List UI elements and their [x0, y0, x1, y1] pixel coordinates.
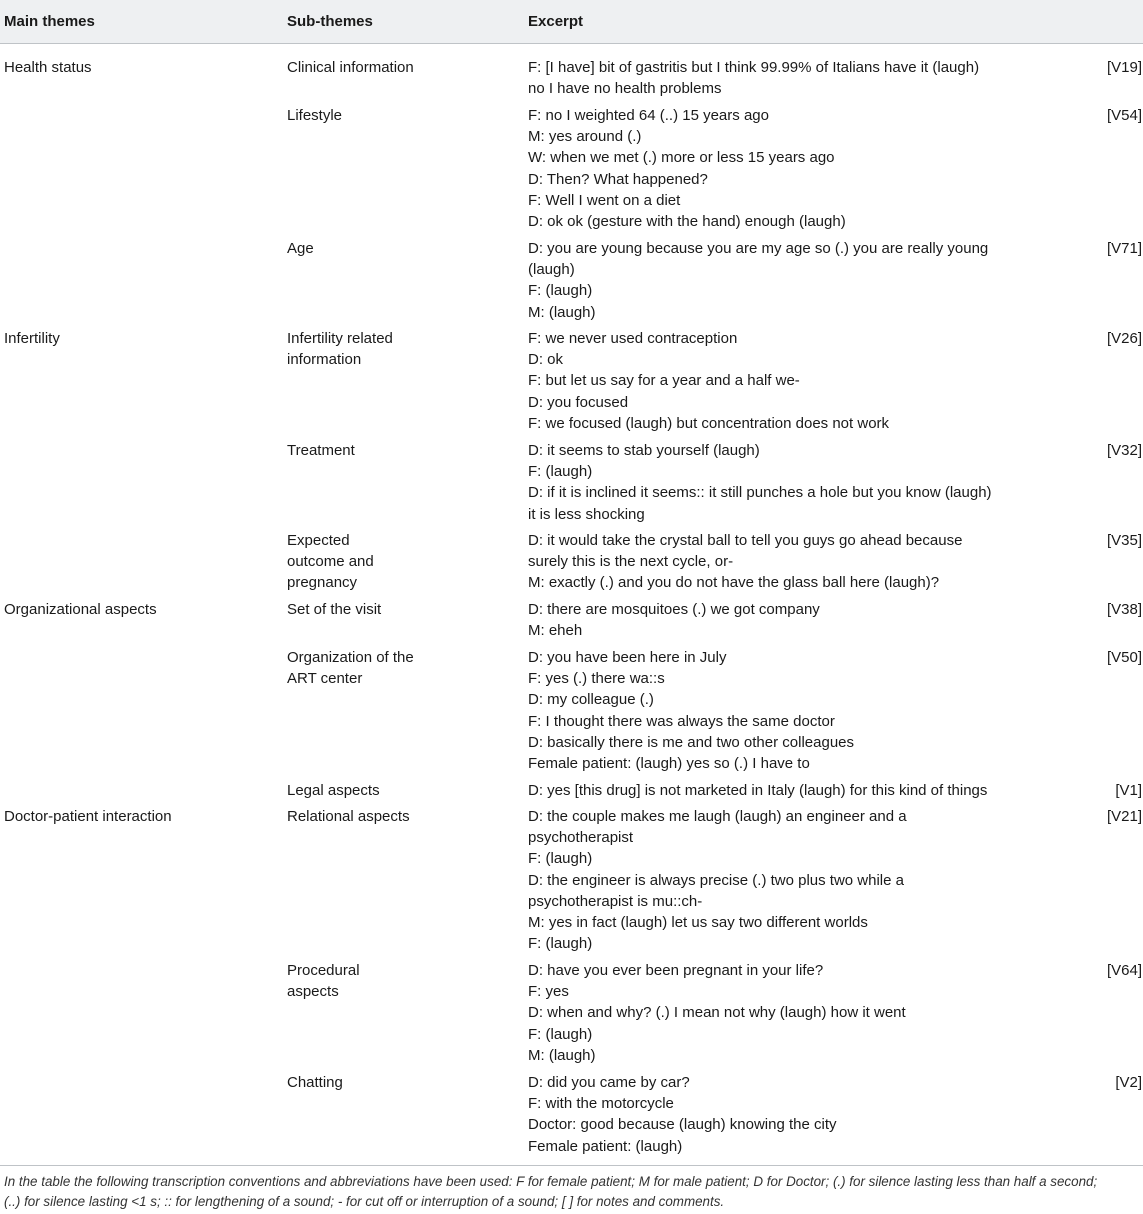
excerpt-cell-line: D: you are young because you are my age so (.) you are really young: [528, 240, 989, 257]
sub-theme-cell-line: Expected: [287, 532, 350, 549]
sub-theme-cell: [287, 440, 512, 461]
excerpt-cell-line: D: yes [this drug] is not marketed in Italy (laugh) for this kind of things: [528, 782, 988, 799]
excerpt-cell: [528, 328, 1008, 434]
table-bottom-rule: [0, 1165, 1143, 1166]
sub-theme-cell-line: Treatment: [287, 442, 355, 459]
sub-theme-cell: [287, 1072, 512, 1093]
excerpt-cell-line: D: basically there is me and two other colleagues: [528, 733, 855, 751]
video-ref-cell: [V38]: [1106, 601, 1142, 618]
sub-theme-cell: [287, 960, 512, 1002]
excerpt-cell-line: F: (laugh): [528, 935, 593, 953]
excerpt-cell: [528, 599, 1008, 641]
excerpt-cell-line: F: (laugh): [528, 1025, 593, 1043]
sub-theme-cell: [287, 780, 512, 801]
excerpt-cell-line: D: when and why? (.) I mean not why (laugh) how it went: [528, 1004, 906, 1022]
excerpt-cell: [528, 647, 1008, 774]
table-footnote: [4, 1172, 1142, 1212]
excerpt-cell-line: D: ok: [528, 351, 564, 369]
video-ref-cell: [V19]: [1106, 59, 1142, 76]
sub-theme-cell-line: Infertility related: [287, 330, 393, 347]
excerpt-cell-line: F: we never used contraception: [528, 330, 738, 347]
excerpt-cell-line: psychotherapist is mu::ch-: [528, 892, 703, 910]
excerpt-cell-line: M: eheh: [528, 622, 583, 640]
excerpt-cell-line: Doctor: good because (laugh) knowing the city: [528, 1116, 837, 1134]
table-header: [0, 0, 1143, 44]
excerpt-cell-line: F: (laugh): [528, 282, 593, 300]
excerpt-cell: [528, 440, 1008, 525]
excerpt-cell-line: F: we focused (laugh) but concentration does not work: [528, 414, 890, 432]
excerpt-cell-line: F: [I have] bit of gastritis but I think 99.99% of Italians have it (laugh): [528, 59, 980, 76]
header-excerpt: Excerpt: [528, 13, 584, 30]
sub-theme-cell: [287, 57, 512, 78]
excerpt-cell-line: F: yes: [528, 983, 569, 1001]
video-ref-cell: [V32]: [1106, 442, 1142, 459]
sub-theme-cell-line: Age: [287, 240, 314, 257]
excerpt-cell-line: F: with the motorcycle: [528, 1095, 674, 1113]
sub-theme-cell-line: Chatting: [287, 1074, 343, 1091]
video-ref-cell: [V50]: [1106, 649, 1142, 666]
sub-theme-cell-line: ART center: [287, 670, 363, 688]
excerpt-cell-line: surely this is the next cycle, or-: [528, 553, 734, 571]
excerpt-cell-line: M: yes around (.): [528, 128, 642, 146]
excerpt-cell-line: D: you focused: [528, 393, 629, 411]
main-theme-cell: Health status: [4, 59, 92, 76]
main-theme-cell: Doctor-patient interaction: [4, 808, 172, 825]
excerpt-cell-line: Female patient: (laugh): [528, 1137, 683, 1155]
sub-theme-cell: [287, 238, 512, 259]
excerpt-cell-line: F: yes (.) there wa::s: [528, 670, 665, 688]
excerpt-cell: [528, 780, 1008, 801]
excerpt-cell-line: F: I thought there was always the same doctor: [528, 712, 835, 730]
sub-theme-cell: [287, 530, 512, 594]
video-ref-cell: [V1]: [1115, 782, 1142, 799]
video-ref-cell: [V35]: [1106, 532, 1142, 549]
sub-theme-cell-line: aspects: [287, 983, 339, 1001]
excerpt-cell-line: F: but let us say for a year and a half we-: [528, 372, 800, 390]
excerpt-cell-line: psychotherapist: [528, 829, 634, 847]
excerpt-cell-line: Female patient: (laugh) yes so (.) I have to: [528, 755, 810, 773]
sub-theme-cell-line: Procedural: [287, 962, 360, 979]
excerpt-cell-line: F: no I weighted 64 (..) 15 years ago: [528, 107, 769, 124]
video-ref-cell: [V71]: [1106, 240, 1142, 257]
sub-theme-cell-line: information: [287, 351, 362, 369]
excerpt-cell-line: D: have you ever been pregnant in your life?: [528, 962, 824, 979]
sub-theme-cell-line: Set of the visit: [287, 601, 382, 618]
excerpt-cell-line: F: (laugh): [528, 850, 593, 868]
excerpt-cell-line: M: exactly (.) and you do not have the glass ball here (laugh)?: [528, 574, 940, 592]
video-ref-cell: [V2]: [1115, 1074, 1142, 1091]
excerpt-cell: [528, 105, 1008, 232]
header-sub-themes: Sub-themes: [287, 13, 373, 30]
excerpt-cell-line: M: (laugh): [528, 1046, 596, 1064]
sub-theme-cell: [287, 105, 512, 126]
sub-theme-cell: [287, 647, 512, 689]
excerpt-cell-line: M: (laugh): [528, 303, 596, 321]
video-ref-cell: [V26]: [1106, 330, 1142, 347]
footnote-line: In the table the following transcription conventions and abbreviations have been used: F for female patient; M for male patient; D for Doctor; (.) for silence lasting less than half a second;: [4, 1174, 1098, 1189]
excerpt-cell: [528, 806, 1008, 954]
excerpt-cell-line: F: (laugh): [528, 463, 593, 481]
excerpt-cell-line: D: Then? What happened?: [528, 170, 708, 188]
excerpt-cell-line: D: ok ok (gesture with the hand) enough (laugh): [528, 213, 846, 231]
excerpt-cell-line: D: if it is inclined it seems:: it still punches a hole but you know (laugh): [528, 484, 992, 502]
sub-theme-cell-line: Relational aspects: [287, 808, 410, 825]
sub-theme-cell: [287, 599, 512, 620]
excerpt-cell-line: D: did you came by car?: [528, 1074, 690, 1091]
sub-theme-cell: [287, 806, 512, 827]
video-ref-cell: [V21]: [1106, 808, 1142, 825]
excerpt-cell-line: D: it seems to stab yourself (laugh): [528, 442, 760, 459]
sub-theme-cell-line: pregnancy: [287, 574, 358, 592]
excerpt-cell: [528, 238, 1008, 323]
header-main-themes: Main themes: [4, 13, 95, 30]
excerpt-cell-line: D: the couple makes me laugh (laugh) an engineer and a: [528, 808, 907, 825]
sub-theme-cell-line: Legal aspects: [287, 782, 380, 799]
sub-theme-cell-line: outcome and: [287, 553, 374, 571]
main-theme-cell: Infertility: [4, 330, 60, 347]
excerpt-cell: [528, 530, 1008, 594]
excerpt-cell: [528, 57, 1008, 99]
excerpt-cell-line: no I have no health problems: [528, 80, 722, 98]
sub-theme-cell-line: Lifestyle: [287, 107, 343, 124]
excerpt-cell: [528, 1072, 1008, 1157]
sub-theme-cell-line: Clinical information: [287, 59, 414, 76]
main-theme-cell: Organizational aspects: [4, 601, 157, 618]
excerpt-cell-line: D: it would take the crystal ball to tell you guys go ahead because: [528, 532, 963, 549]
sub-theme-cell-line: Organization of the: [287, 649, 414, 666]
excerpt-cell-line: D: you have been here in July: [528, 649, 727, 666]
excerpt-cell-line: (laugh): [528, 261, 575, 279]
excerpt-cell: [528, 960, 1008, 1066]
excerpt-cell-line: D: my colleague (.): [528, 691, 654, 709]
video-ref-cell: [V64]: [1106, 962, 1142, 979]
excerpt-cell-line: F: Well I went on a diet: [528, 191, 681, 209]
sub-theme-cell: [287, 328, 512, 370]
excerpt-cell-line: W: when we met (.) more or less 15 years ago: [528, 149, 835, 167]
excerpt-cell-line: it is less shocking: [528, 505, 645, 523]
excerpt-cell-line: M: yes in fact (laugh) let us say two different worlds: [528, 914, 868, 932]
excerpt-cell-line: D: there are mosquitoes (.) we got company: [528, 601, 820, 618]
video-ref-cell: [V54]: [1106, 107, 1142, 124]
footnote-line: (..) for silence lasting <1 s; :: for lengthening of a sound; - for cut off or interruption of a sound; [ ] for notes and comments.: [4, 1194, 725, 1209]
excerpt-cell-line: D: the engineer is always precise (.) two plus two while a: [528, 871, 904, 889]
